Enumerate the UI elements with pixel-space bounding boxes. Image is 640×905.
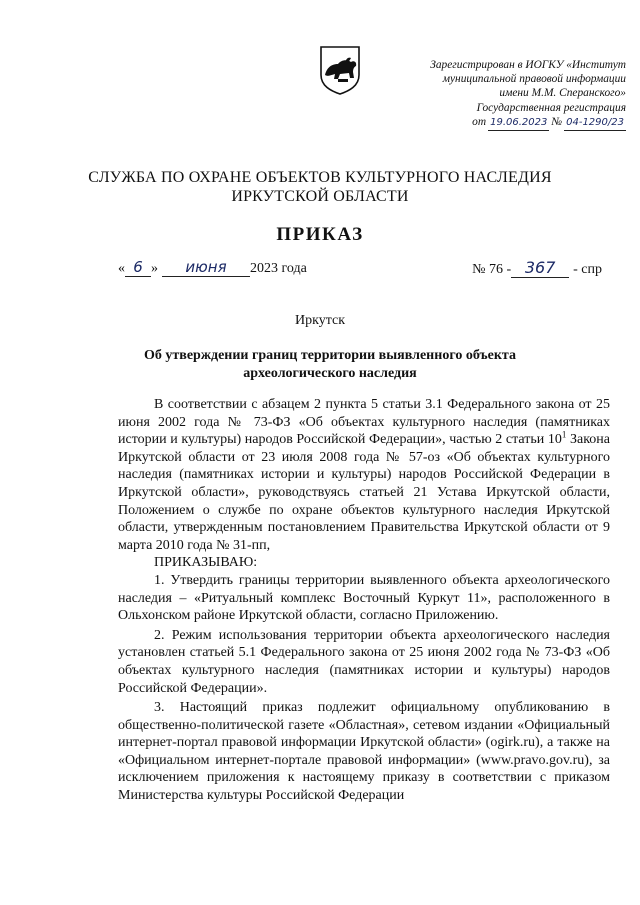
registration-date-line — [416, 115, 626, 131]
preamble-paragraph — [118, 396, 610, 554]
registration-date-value: 19.06.2023 — [488, 116, 549, 131]
date-month: июня — [162, 258, 250, 277]
item-paragraph-3: 3. Настоящий приказ подлежит официальному опубликованию в общественно-политической газете «Областная», сетевом издании «Официальный интернет-портал правовой информации Иркутской области» (ogirk.ru), а также на «Официальном интернет-портале правовой информации» (www.pravo.gov.ru), за исключением приложения к настоящему приказу в соответствии с приказом Министерства культуры Российской Федерации — [118, 700, 610, 804]
registration-line: Зарегистрирован в ИОГКУ «Институт — [430, 59, 626, 71]
order-subject — [140, 347, 520, 383]
registration-stamp — [416, 58, 626, 131]
number-value: 367 — [511, 258, 569, 278]
registration-line: имени М.М. Сперанского» — [499, 87, 626, 100]
city-name: Иркутск — [294, 313, 346, 328]
coat-of-arms-emblem — [318, 45, 362, 95]
registration-number-value: 04-1290/23 — [564, 116, 626, 131]
registration-date-prefix: от — [472, 115, 487, 128]
preamble-superscript: 1 — [561, 429, 567, 440]
item-paragraph-1: 1. Утвердить границы территории выявленного объекта археологического наследия – «Ритуальный комплекс Восточный Куркут 11», расположенного в Ольхонском районе Иркутской области, согласно Приложению. — [118, 572, 610, 624]
document-body — [118, 396, 610, 805]
date-open-quote: « — [118, 261, 125, 276]
order-date — [118, 258, 307, 277]
registration-line: Государственная регистрация — [476, 101, 626, 114]
organization-line: СЛУЖБА ПО ОХРАНЕ ОБЪЕКТОВ КУЛЬТУРНОГО НАСЛЕДИЯ — [88, 169, 552, 186]
preamble-text-part: В соответствии с абзацем 2 пункта 5 статьи 3.1 Федерального закона от 25 июня 2002 года № 73-ФЗ «Об объектах культурного наследия (памятниках истории и культуры) народов Российской Федерации», частью 2 статьи 10 — [118, 397, 610, 448]
date-year: 2023 года — [250, 261, 307, 276]
date-close-quote: » — [151, 261, 158, 276]
document-title: ПРИКАЗ — [276, 224, 364, 245]
preamble-text-part: Закона Иркутской области от 23 июля 2008 года № 57-оз «Об объектах культурного наследия (памятниках истории и культуры) народов Российской Федерации в Иркутской области», руководствуясь статьей 21 Устава Иркутской области, Положением о службе по охране объектов культурного наследия Иркутской области, утвержденным постановлением Правительства Иркутской области от 9 марта 2010 года № 31-пп, — [118, 432, 610, 553]
organization-name — [0, 168, 640, 206]
order-word: ПРИКАЗЫВАЮ: — [154, 555, 258, 571]
item-paragraph-2: 2. Режим использования территории объекта археологического наследия установлен статьей 5.1 Федерального закона от 25 июня 2002 года № 73-ФЗ «Об объектах культурного наследия (памятниках истории и культуры) народов Российской Федерации». — [118, 627, 610, 696]
number-suffix: - спр — [573, 262, 602, 277]
number-prefix: № 76 - — [472, 262, 512, 277]
registration-line: муниципальной правовой информации — [442, 73, 626, 86]
organization-line: ИРКУТСКОЙ ОБЛАСТИ — [231, 188, 409, 205]
order-number — [472, 258, 602, 278]
subject-line: археологического наследия — [243, 366, 417, 381]
subject-line: Об утверждении границ территории выявленного объекта — [144, 348, 516, 363]
registration-number-prefix: № — [551, 115, 563, 128]
date-day: 6 — [125, 258, 151, 277]
